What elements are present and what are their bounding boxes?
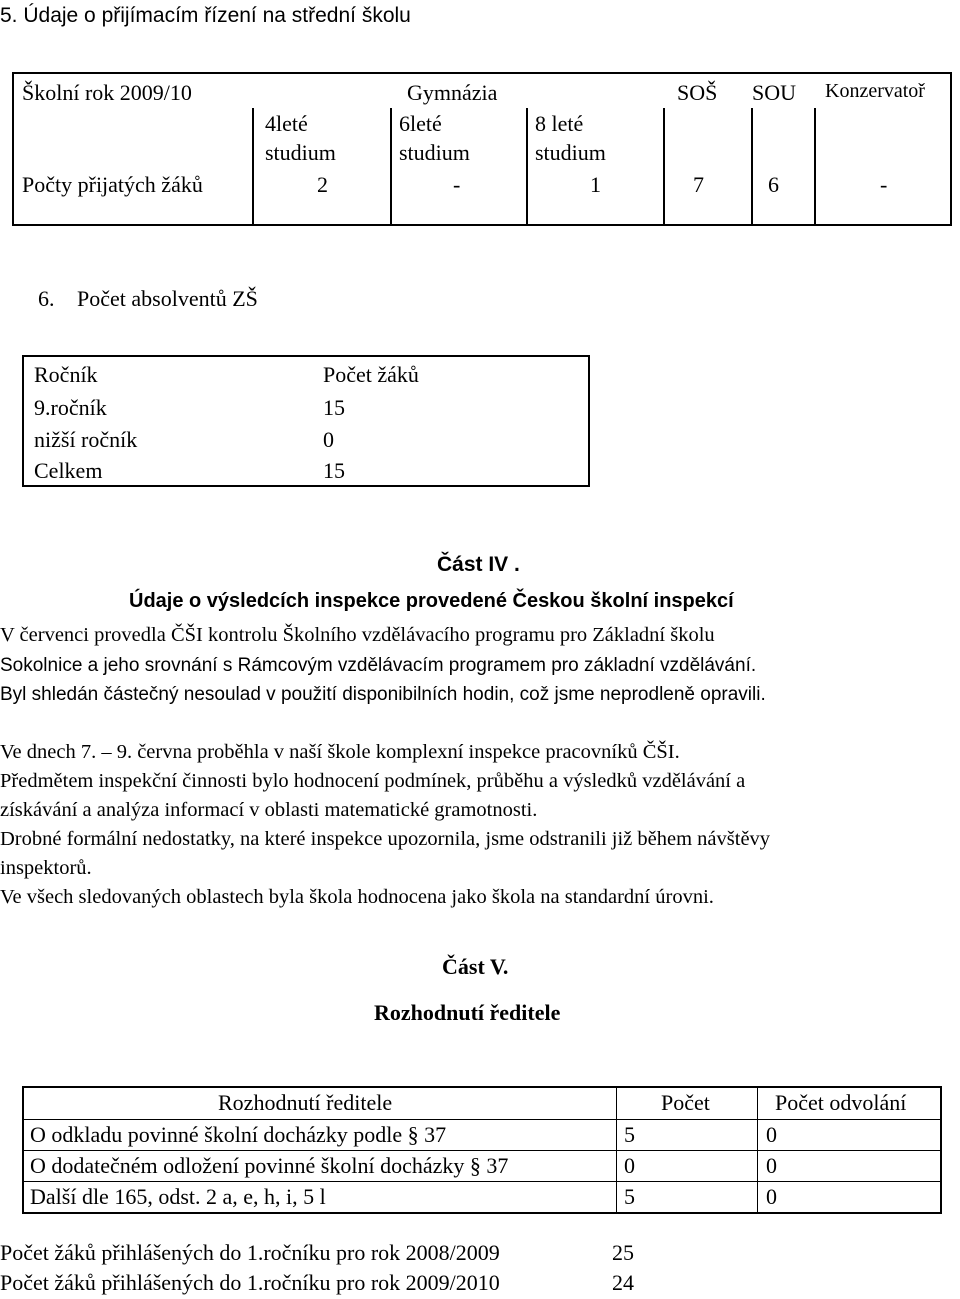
registered-pupils-label: Počet žáků přihlášených do 1.ročníku pro rok 2008/2009 xyxy=(0,1240,500,1265)
part4-paragraph-line: Sokolnice a jeho srovnání s Rámcovým vzdělávacím programem pro základní vzdělávání. xyxy=(0,655,757,676)
sub-header-4lete-studium: studium xyxy=(265,140,336,165)
part4-paragraph-line: Předmětem inspekční činnosti bylo hodnocení podmínek, průběhu a výsledků vzdělávání a xyxy=(0,770,746,792)
decision-row-count: 5 xyxy=(624,1122,635,1147)
table-divider xyxy=(751,108,753,226)
sub-header-8lete-studium: studium xyxy=(535,140,606,165)
konzervator-header: Konzervatoř xyxy=(825,80,925,102)
part4-paragraph-line: Byl shledán částečný nesoulad v použití disponibilních hodin, což jsme neprodleně opravili. xyxy=(0,684,766,705)
decisions-header: Počet xyxy=(661,1090,710,1115)
graduates-table xyxy=(22,355,590,487)
part4-paragraph-line: V červenci provedla ČŠI kontrolu Školního vzdělávacího programu pro Základní školu xyxy=(0,624,715,646)
decision-row-appeals: 0 xyxy=(766,1184,777,1209)
admitted-value: 6 xyxy=(768,172,779,197)
part4-paragraph-line: Drobné formální nedostatky, na které inspekce upozornila, jsme odstranili již během návštěvy xyxy=(0,828,771,850)
table-divider xyxy=(814,108,816,226)
admitted-value: 2 xyxy=(317,172,328,197)
section6-number: 6. xyxy=(38,286,55,311)
graduates-row-label: nižší ročník xyxy=(34,427,138,452)
part4-paragraph-line: získávání a analýza informací v oblasti matematické gramotnosti. xyxy=(0,799,538,821)
part4-subtitle: Údaje o výsledcích inspekce provedené Českou školní inspekcí xyxy=(129,590,734,612)
registered-pupils-value: 24 xyxy=(612,1270,634,1295)
decision-row-appeals: 0 xyxy=(766,1122,777,1147)
table-divider xyxy=(24,1119,940,1120)
graduates-row-value: 15 xyxy=(323,458,345,483)
part4-paragraph-line: Ve všech sledovaných oblastech byla škola hodnocena jako škola na standardní úrovni. xyxy=(0,886,714,908)
registered-pupils-label: Počet žáků přihlášených do 1.ročníku pro rok 2009/2010 xyxy=(0,1270,500,1295)
sub-header-6lete: 6leté xyxy=(399,111,442,136)
registered-pupils-value: 25 xyxy=(612,1240,634,1265)
graduates-col2-header: Počet žáků xyxy=(323,362,419,387)
gymnazia-header: Gymnázia xyxy=(407,80,498,105)
table-divider xyxy=(663,108,665,226)
graduates-row-value: 15 xyxy=(323,395,345,420)
table-divider xyxy=(24,1181,940,1182)
table-divider xyxy=(252,108,254,226)
sub-header-6lete-studium: studium xyxy=(399,140,470,165)
admitted-value: 7 xyxy=(693,172,704,197)
table-divider xyxy=(757,1088,758,1212)
table-divider xyxy=(616,1088,617,1212)
decisions-header: Rozhodnutí ředitele xyxy=(218,1090,393,1115)
admitted-value: 1 xyxy=(590,172,601,197)
part4-paragraph-line: inspektorů. xyxy=(0,857,92,879)
graduates-row-label: Celkem xyxy=(34,458,103,483)
sos-header: SOŠ xyxy=(677,80,718,105)
decision-row-count: 5 xyxy=(624,1184,635,1209)
school-year-label: Školní rok 2009/10 xyxy=(22,80,192,105)
part4-paragraph-line: Ve dnech 7. – 9. června proběhla v naší škole komplexní inspekce pracovníků ČŠI. xyxy=(0,741,680,763)
graduates-row-value: 0 xyxy=(323,427,334,452)
admitted-row-label: Počty přijatých žáků xyxy=(22,172,203,197)
sub-header-8lete: 8 leté xyxy=(535,111,584,136)
part5-subtitle: Rozhodnutí ředitele xyxy=(374,1000,561,1025)
graduates-col1-header: Ročník xyxy=(34,362,98,387)
decision-row-label: O odkladu povinné školní docházky podle § 37 xyxy=(30,1122,447,1147)
table-divider xyxy=(526,108,528,226)
decision-row-label: O dodatečném odložení povinné školní docházky § 37 xyxy=(30,1153,509,1178)
section5-heading: 5. Údaje o přijímacím řízení na střední školu xyxy=(0,4,411,27)
graduates-row-label: 9.ročník xyxy=(34,395,107,420)
sou-header: SOU xyxy=(752,80,797,105)
decision-row-label: Další dle 165, odst. 2 a, e, h, i, 5 l xyxy=(30,1184,326,1209)
part4-title: Část IV . xyxy=(437,553,520,576)
sub-header-4lete: 4leté xyxy=(265,111,308,136)
decisions-header: Počet odvolání xyxy=(775,1090,907,1115)
admitted-value: - xyxy=(453,172,461,197)
part5-title: Část V. xyxy=(442,954,509,979)
table-divider xyxy=(390,108,392,226)
admitted-value: - xyxy=(880,172,888,197)
decision-row-appeals: 0 xyxy=(766,1153,777,1178)
section6-heading: Počet absolventů ZŠ xyxy=(77,286,258,311)
table-divider xyxy=(24,1150,940,1151)
decision-row-count: 0 xyxy=(624,1153,635,1178)
